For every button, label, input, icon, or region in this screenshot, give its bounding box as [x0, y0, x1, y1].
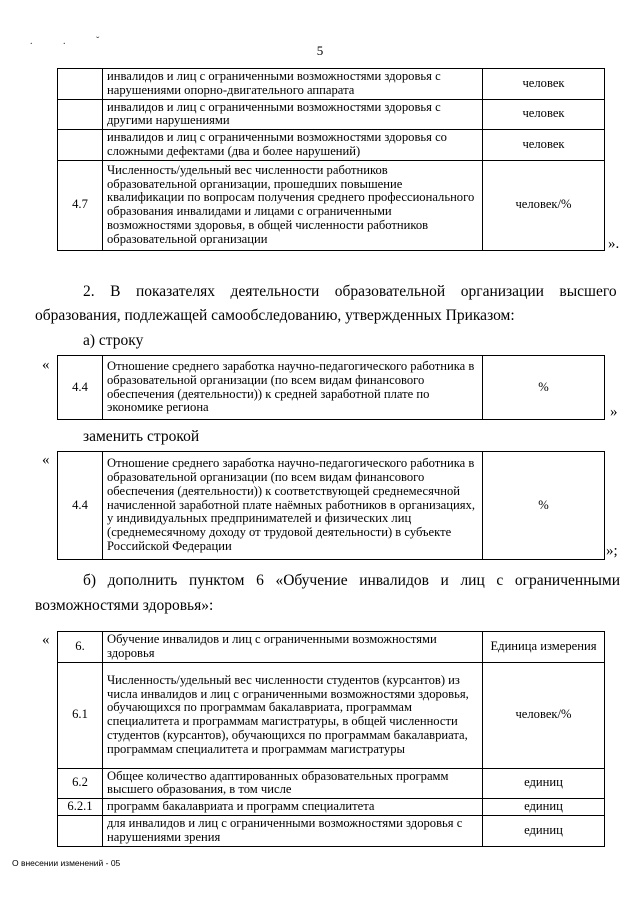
table-row	[58, 160, 605, 250]
row-text: для инвалидов и лиц с ограниченными возможностями здоровья с нарушениями зрения	[103, 815, 483, 846]
replace-label: заменить строкой	[83, 428, 200, 445]
row-text: Общее количество адаптированных образовательных программ высшего образования, в том числе	[103, 768, 483, 799]
opening-quote: «	[42, 357, 50, 373]
row-number	[58, 99, 103, 130]
row-number: 4.4	[58, 452, 103, 560]
table-old-row	[57, 355, 605, 420]
row-number: 6.1	[58, 662, 103, 768]
row-number: 6.2.1	[58, 799, 103, 816]
closing-quote: »	[610, 404, 618, 420]
row-unit: Единица измерения	[483, 632, 605, 663]
row-unit: человек/%	[483, 662, 605, 768]
row-unit: %	[483, 452, 605, 560]
row-number	[58, 815, 103, 846]
row-number	[58, 130, 103, 161]
closing-quote: ».	[608, 236, 620, 252]
row-text: программ бакалавриата и программ специалитета	[103, 799, 483, 816]
row-text: Численность/удельный вес численности студентов (курсантов) из числа инвалидов и лиц с ограниченными возможностями здоровья, обучающихся по программам бакалавриата, программам специалитета и программам магистратуры, в общей численности студентов (курсантов), обучающихся по программам бакалавриата, программам специалитета и программам магистратуры	[103, 662, 483, 768]
table-row	[58, 130, 605, 161]
row-text: Численность/удельный вес численности работников образовательной организации, прошедших повышение квалификации по вопросам получения среднего профессионального образования инвалидами и лицами с ограниченными возможностями здоровья, в общей численности работников образовательной организации	[103, 160, 483, 250]
row-unit: человек	[483, 69, 605, 100]
opening-quote: «	[42, 632, 50, 648]
row-number: 4.4	[58, 356, 103, 420]
row-number: 6.	[58, 632, 103, 663]
row-unit: единиц	[483, 768, 605, 799]
scan-specks: . . ˇ	[30, 36, 114, 47]
row-text: Обучение инвалидов и лиц с ограниченными возможностями здоровья	[103, 632, 483, 663]
table-top	[57, 68, 605, 251]
opening-quote: «	[42, 452, 50, 468]
table-row	[58, 815, 605, 846]
table-row	[58, 99, 605, 130]
row-unit: единиц	[483, 815, 605, 846]
paragraph-2-line2: образования, подлежащей самообследованию, утвержденных Приказом:	[35, 307, 515, 324]
closing-quote: »;	[606, 543, 618, 559]
table-row	[58, 632, 605, 663]
paragraph-2-line1: 2. В показателях деятельности образовательной организации высшего	[83, 283, 617, 300]
page-number: 5	[316, 43, 324, 58]
row-text: инвалидов и лиц с ограниченными возможностями здоровья с другими нарушениями	[103, 99, 483, 130]
row-text: инвалидов и лиц с ограниченными возможностями здоровья с нарушениями опорно-двигательного аппарата	[103, 69, 483, 100]
row-text: Отношение среднего заработка научно-педагогического работника в образовательной организации (по всем видам финансового обеспечения (деятельности)) к средней заработной плате по экономике региона	[103, 356, 483, 420]
row-number: 6.2	[58, 768, 103, 799]
footer-note: О внесении изменений - 05	[12, 858, 121, 868]
row-text: Отношение среднего заработка научно-педагогического работника в образовательной организации (по всем видам финансового обеспечения (деятельности)) к соответствующей среднемесячной начисленной заработной плате наёмных работников в организациях, у индивидуальных предпринимателей и физических лиц (среднемесячному доходу от трудовой деятельности) в субъекте Российской Федерации	[103, 452, 483, 560]
row-unit: человек	[483, 130, 605, 161]
row-number: 4.7	[58, 160, 103, 250]
row-unit: человек/%	[483, 160, 605, 250]
row-text: инвалидов и лиц с ограниченными возможностями здоровья со сложными дефектами (два и более нарушений)	[103, 130, 483, 161]
table-new-row	[57, 451, 605, 560]
row-number	[58, 69, 103, 100]
row-unit: человек	[483, 99, 605, 130]
row-unit: %	[483, 356, 605, 420]
table-row	[58, 356, 605, 420]
table-row	[58, 452, 605, 560]
row-unit: единиц	[483, 799, 605, 816]
subitem-a-label: а) строку	[83, 332, 144, 349]
subitem-b-line2: возможностями здоровья»:	[35, 597, 214, 614]
table-row	[58, 799, 605, 816]
table-row	[58, 768, 605, 799]
subitem-b-line1: б) дополнить пунктом 6 «Обучение инвалидов и лиц с ограниченными	[83, 572, 621, 589]
table-row	[58, 69, 605, 100]
table-row	[58, 662, 605, 768]
table-bottom	[57, 631, 605, 847]
